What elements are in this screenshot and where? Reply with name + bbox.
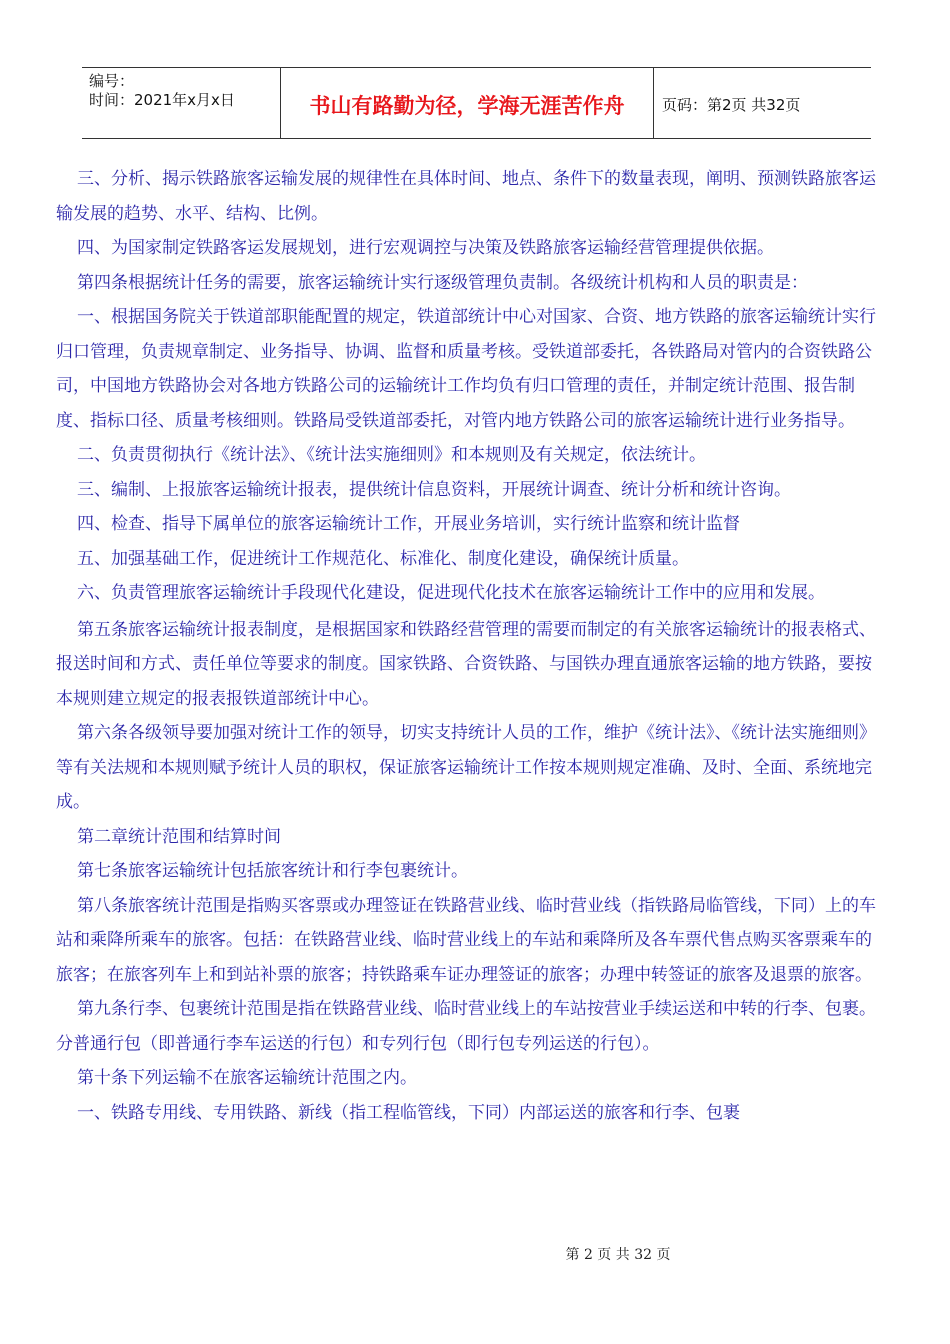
paragraph: 第十条下列运输不在旅客运输统计范围之内。 <box>77 1068 417 1088</box>
document-date: 时间：2021年x月x日 <box>89 91 235 109</box>
paragraph: 三、分析、揭示铁路旅客运输发展的规律性在具体时间、地点、条件下的数量表现，阐明、预测铁路旅客运输发展的趋势、水平、结构、比例。 <box>56 169 876 224</box>
chapter-heading: 第二章统计范围和结算时间 <box>77 826 281 847</box>
paragraph: 第五条旅客运输统计报表制度，是根据国家和铁路经营管理的需要而制定的有关旅客运输统计的报表格式、报送时间和方式、责任单位等要求的制度。国家铁路、合资铁路、与国铁办理直通旅客运输的地方铁路，要按本规则建立规定的报表报铁道部统计中心。 <box>56 619 876 709</box>
paragraph: 二、负责贯彻执行《统计法》、《统计法实施细则》和本规则及有关规定，依法统计。 <box>77 445 706 465</box>
paragraph: 五、加强基础工作，促进统计工作规范化、标准化、制度化建设，确保统计质量。 <box>77 548 689 569</box>
document-body <box>56 162 884 1130</box>
document-number-label: 编号： <box>89 72 135 90</box>
paragraph: 六、负责管理旅客运输统计手段现代化建设，促进现代化技术在旅客运输统计工作中的应用和发展。 <box>77 583 825 603</box>
header-info-cell <box>82 68 281 138</box>
paragraph: 四、为国家制定铁路客运发展规划，进行宏观调控与决策及铁路旅客运输经营管理提供依据。 <box>77 238 774 258</box>
header-motto: 书山有路勤为径，学海无涯苦作舟 <box>281 68 654 138</box>
document-header <box>82 67 871 139</box>
paragraph: 第六条各级领导要加强对统计工作的领导，切实支持统计人员的工作，维护《统计法》、《统计法实施细则》等有关法规和本规则赋予统计人员的职权，保证旅客运输统计工作按本规则规定准确、及时、全面、系统地完成。 <box>56 723 876 812</box>
paragraph: 四、检查、指导下属单位的旅客运输统计工作，开展业务培训，实行统计监察和统计监督 <box>77 514 740 534</box>
paragraph: 一、根据国务院关于铁道部职能配置的规定，铁道部统计中心对国家、合资、地方铁路的旅客运输统计实行归口管理，负责规章制定、业务指导、协调、监督和质量考核。受铁道部委托，各铁路局对管内的合资铁路公司，中国地方铁路协会对各地方铁路公司的运输统计工作均负有归口管理的责任，并制定统计范围、报告制度、指标口径、质量考核细则。铁路局受铁道部委托，对管内地方铁路公司的旅客运输统计进行业务指导。 <box>56 307 876 431</box>
paragraph: 一、铁路专用线、专用铁路、新线（指工程临管线，下同）内部运送的旅客和行李、包裹 <box>77 1102 740 1123</box>
header-page-code: 页码：第2页 共32页 <box>662 95 801 114</box>
paragraph: 三、编制、上报旅客运输统计报表，提供统计信息资料，开展统计调查、统计分析和统计咨询。 <box>77 479 791 500</box>
paragraph: 第九条行李、包裹统计范围是指在铁路营业线、临时营业线上的车站按营业手续运送和中转的行李、包裹。分普通行包（即普通行李车运送的行包）和专列行包（即行包专列运送的行包）。 <box>56 999 876 1054</box>
paragraph: 第七条旅客运输统计包括旅客统计和行李包裹统计。 <box>77 861 468 881</box>
paragraph: 第八条旅客统计范围是指购买客票或办理签证在铁路营业线、临时营业线（指铁路局临管线，下同）上的车站和乘降所乘车的旅客。包括：在铁路营业线、临时营业线上的车站和乘降所及各车票代售点购买客票乘车的旅客；在旅客列车上和到站补票的旅客；持铁路乘车证办理签证的旅客；办理中转签证的旅客及退票的旅客。 <box>56 895 876 985</box>
paragraph: 第四条根据统计任务的需要，旅客运输统计实行逐级管理负责制。各级统计机构和人员的职责是： <box>77 272 808 293</box>
page-footer: 第 2 页 共 32 页 <box>565 1247 671 1263</box>
